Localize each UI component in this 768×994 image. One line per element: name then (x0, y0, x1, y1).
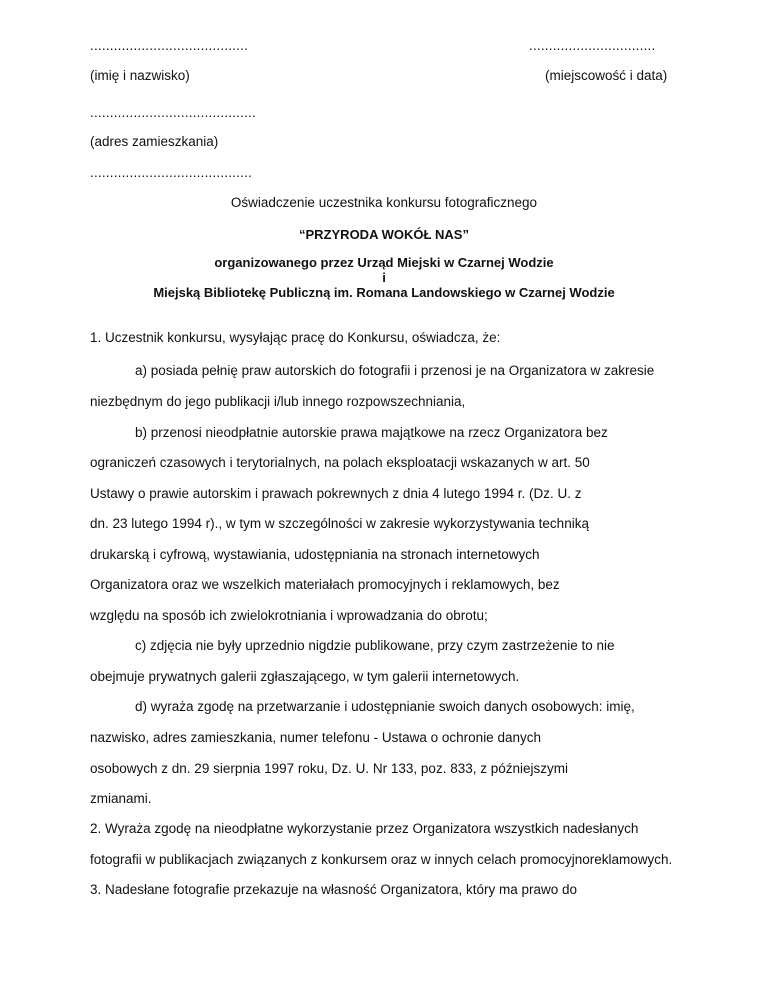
paragraph-1-intro: 1. Uczestnik konkursu, wysyłając pracę do Konkursu, oświadcza, że: (90, 330, 501, 345)
organizer-line-2: Miejską Bibliotekę Publiczną im. Romana Landowskiego w Czarnej Wodzie (153, 285, 615, 300)
paragraph-2-line-2: fotografii w publikacjach związanych z konkursem oraz w innych celach promocyjnoreklamowych. (90, 852, 673, 867)
point-d-line-4: zmianami. (90, 791, 152, 806)
place-date-label: (miejscowość i data) (545, 68, 668, 83)
point-b-line-3: Ustawy o prawie autorskim i prawach pokrewnych z dnia 4 lutego 1994 r. (Dz. U. z (90, 486, 582, 501)
contest-name: “PRZYRODA WOKÓŁ NAS” (299, 227, 469, 242)
name-dotted-line: ........................................ (90, 38, 249, 53)
point-d-line-1: d) wyraża zgodę na przetwarzanie i udostępnianie swoich danych osobowych: imię, (135, 699, 635, 714)
place-date-dotted-line: ................................ (529, 38, 656, 53)
declaration-title: Oświadczenie uczestnika konkursu fotograficznego (230, 195, 538, 210)
point-b-line-6: Organizatora oraz we wszelkich materiałach promocyjnych i reklamowych, bez (90, 577, 560, 592)
point-d-line-3: osobowych z dn. 29 sierpnia 1997 roku, Dz. U. Nr 133, poz. 833, z późniejszymi (90, 761, 568, 776)
name-label: (imię i nazwisko) (90, 68, 190, 83)
point-b-line-1: b) przenosi nieodpłatnie autorskie prawa majątkowe na rzecz Organizatora bez (135, 425, 608, 440)
address-dotted-line-1: .......................................... (90, 105, 256, 120)
point-b-line-7: względu na sposób ich zwielokrotniania i wprowadzania do obrotu; (90, 608, 488, 623)
point-d-line-2: nazwisko, adres zamieszkania, numer telefonu - Ustawa o ochronie danych (90, 730, 541, 745)
point-b-line-4: dn. 23 lutego 1994 r)., w tym w szczególności w zakresie wykorzystywania techniką (90, 516, 589, 531)
point-b-line-2: ograniczeń czasowych i terytorialnych, na polach eksploatacji wskazanych w art. 50 (90, 455, 590, 470)
paragraph-3-line-1: 3. Nadesłane fotografie przekazuje na własność Organizatora, który ma prawo do (90, 882, 578, 897)
point-c-line-2: obejmuje prywatnych galerii zgłaszającego, w tym galerii internetowych. (90, 669, 520, 684)
organizer-line-1: organizowanego przez Urząd Miejski w Czarnej Wodzie (214, 255, 554, 270)
point-b-line-5: drukarską i cyfrową, wystawiania, udostępniania na stronach internetowych (90, 547, 540, 562)
point-c-line-1: c) zdjęcia nie były uprzednio nigdzie publikowane, przy czym zastrzeżenie to nie (135, 638, 615, 653)
address-dotted-line-2: ......................................... (90, 165, 252, 180)
address-label: (adres zamieszkania) (90, 134, 219, 149)
paragraph-2-line-1: 2. Wyraża zgodę na nieodpłatne wykorzystanie przez Organizatora wszystkich nadesłanych (90, 821, 639, 836)
point-a-line-1: a) posiada pełnię praw autorskich do fotografii i przenosi je na Organizatora w zakresie (135, 363, 655, 378)
organizer-conjunction: i (382, 270, 386, 285)
point-a-line-2: niezbędnym do jego publikacji i/lub innego rozpowszechniania, (90, 394, 466, 409)
